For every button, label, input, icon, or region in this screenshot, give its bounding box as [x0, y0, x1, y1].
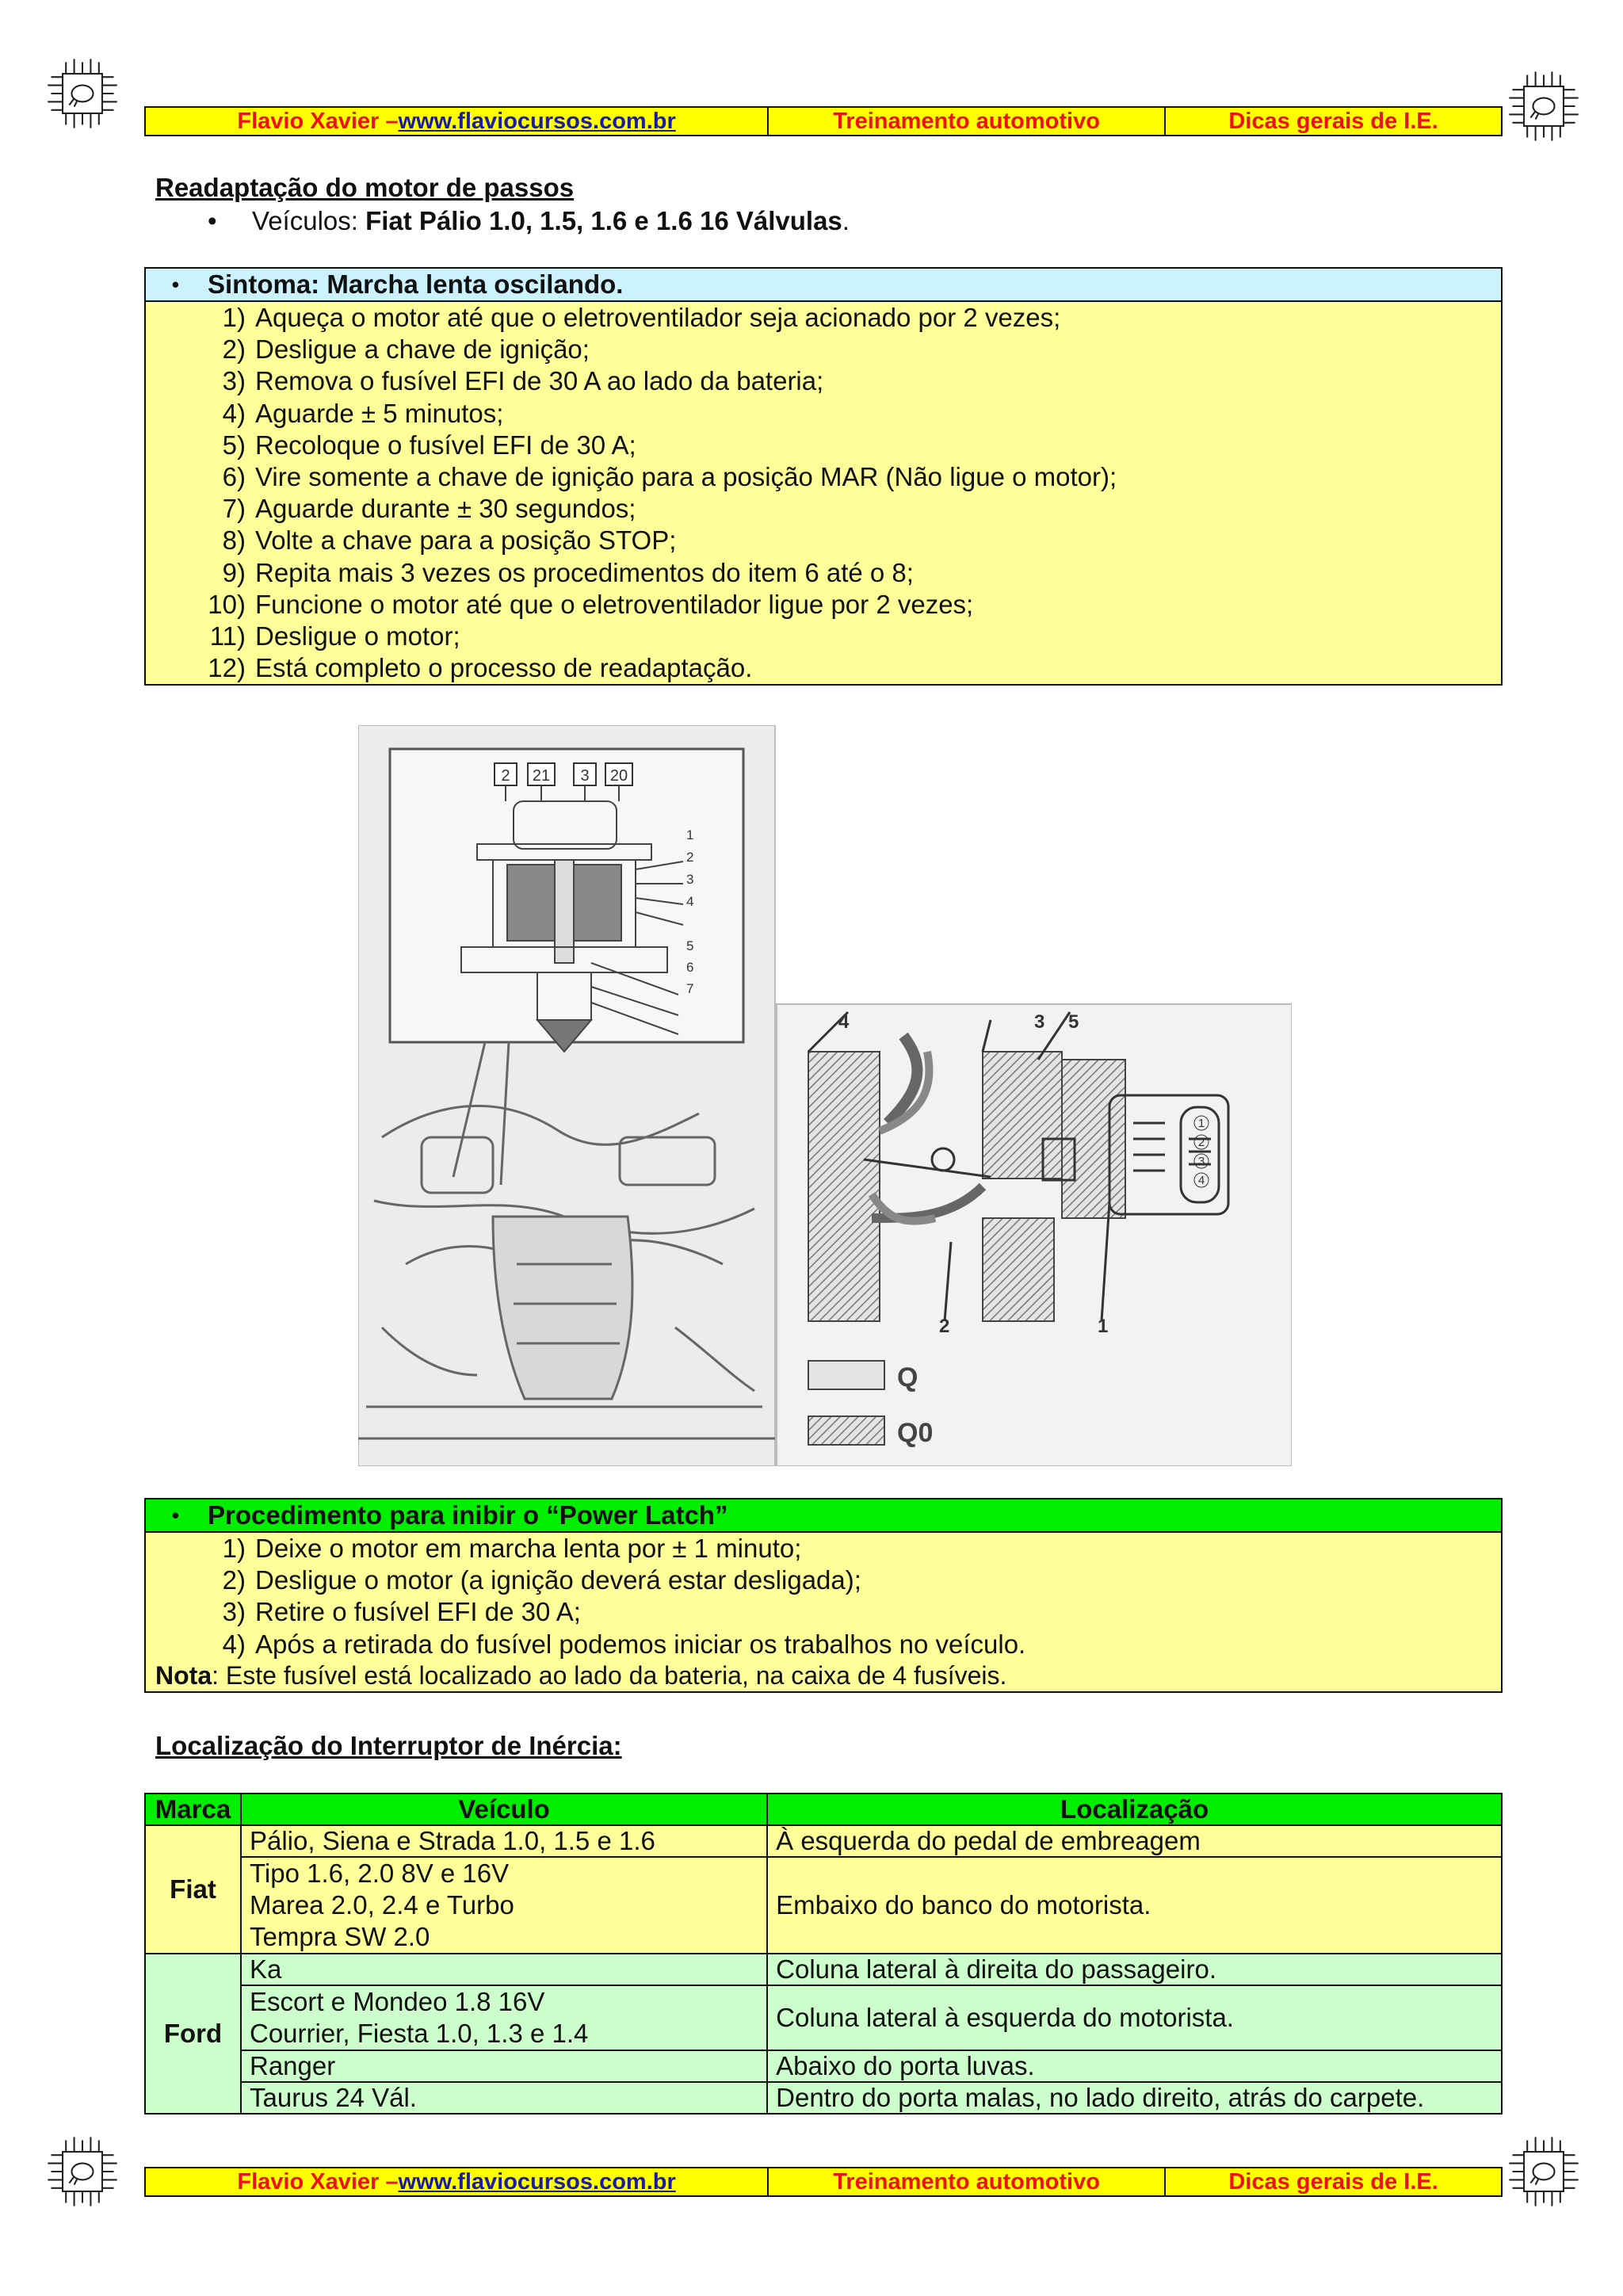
step-number: 1) — [222, 303, 246, 333]
airflow-cross-section — [777, 1004, 1292, 1466]
pin-label: 3 — [580, 767, 590, 785]
step-item — [146, 525, 1501, 556]
page-footer — [144, 2167, 1503, 2197]
connector-pin-label: 4 — [1197, 1174, 1205, 1187]
symptom-steps — [146, 302, 1501, 684]
inertia-switch-table — [144, 1793, 1503, 2115]
vehicles-end: . — [842, 206, 850, 235]
vehicles-line — [252, 206, 850, 236]
step-item — [146, 557, 1501, 589]
header-topic: Dicas gerais de I.E. — [1228, 108, 1438, 134]
step-item — [146, 430, 1501, 461]
step-number: 9) — [222, 557, 246, 587]
step-number: 5) — [222, 430, 246, 460]
vehicle-cell: Ranger — [241, 2050, 767, 2082]
bullet-icon: • — [171, 272, 179, 296]
step-item — [146, 652, 1501, 684]
vehicle-cell — [241, 1857, 767, 1954]
step-number: 4) — [222, 1629, 246, 1659]
step-item — [146, 302, 1501, 334]
step-item — [146, 398, 1501, 430]
vehicle-line: Escort e Mondeo 1.8 16V — [249, 1987, 545, 2016]
step-text: Aguarde ± 5 minutos; — [255, 398, 504, 428]
author-name: Flavio Xavier – — [237, 2168, 399, 2195]
step-number: 11) — [209, 621, 246, 651]
vehicles-value: Fiat Pálio 1.0, 1.5, 1.6 e 1.6 16 Válvulas — [365, 206, 842, 235]
site-link[interactable]: www.flaviocursos.com.br — [398, 2168, 676, 2195]
footer-course: Treinamento automotivo — [769, 2168, 1166, 2195]
step-number: 4) — [222, 398, 246, 428]
part-label: 2 — [686, 850, 694, 865]
table-header-row — [145, 1794, 1502, 1825]
brand-cell-ford: Ford — [145, 1954, 241, 2114]
author-name: Flavio Xavier – — [237, 108, 399, 134]
step-text: Remova o fusível EFI de 30 A ao lado da bateria; — [255, 366, 824, 396]
step-item — [146, 365, 1501, 397]
step-text: Desligue o motor (a ignição deverá estar desligada); — [255, 1565, 861, 1595]
power-latch-header — [146, 1499, 1501, 1533]
idle-stepper-motor-diagram — [358, 725, 1292, 1466]
location-cell: Dentro do porta malas, no lado direito, atrás do carpete. — [767, 2082, 1502, 2114]
footer-author — [146, 2168, 769, 2195]
part-label: 3 — [686, 872, 694, 887]
table-row — [145, 1857, 1502, 1954]
part-label: 5 — [686, 938, 694, 953]
part-label: 2 — [939, 1316, 950, 1337]
step-number: 8) — [222, 525, 246, 556]
vehicles-label: Veículos: — [252, 206, 366, 235]
legend-q: Q — [897, 1362, 918, 1392]
power-latch-title: Procedimento para inibir o “Power Latch” — [208, 1500, 728, 1530]
step-text: Retire o fusível EFI de 30 A; — [255, 1597, 581, 1627]
col-header-brand: Marca — [145, 1794, 241, 1825]
connector-pin-label: 2 — [1197, 1136, 1205, 1149]
vehicle-cell: Ka — [241, 1954, 767, 1985]
vehicle-line: Tempra SW 2.0 — [249, 1922, 430, 1951]
bullet-icon: • — [208, 206, 217, 235]
brand-cell-fiat: Fiat — [145, 1825, 241, 1954]
step-item — [146, 1596, 1501, 1628]
col-header-vehicle: Veículo — [241, 1794, 767, 1825]
part-label: 1 — [1098, 1316, 1109, 1337]
vehicle-line: Marea 2.0, 2.4 e Turbo — [249, 1890, 514, 1920]
chip-logo-icon — [41, 2130, 124, 2213]
connector-pin-label: 1 — [1197, 1117, 1205, 1130]
col-header-location: Localização — [767, 1794, 1502, 1825]
table-row — [145, 2082, 1502, 2114]
part-label: 7 — [686, 981, 694, 996]
table-row — [145, 1954, 1502, 1985]
step-text: Volte a chave para a posição STOP; — [255, 525, 677, 556]
step-number: 12) — [208, 653, 246, 683]
step-number: 3) — [222, 1597, 246, 1627]
step-text: Desligue o motor; — [255, 621, 460, 651]
step-number: 2) — [222, 1565, 246, 1595]
step-item — [146, 621, 1501, 652]
location-cell: À esquerda do pedal de embreagem — [767, 1825, 1502, 1857]
part-label: 4 — [838, 1011, 850, 1033]
note-label: Nota — [155, 1661, 212, 1690]
bullet-icon: • — [171, 1503, 179, 1527]
part-label: 1 — [686, 827, 694, 842]
table-row — [145, 2050, 1502, 2082]
location-cell: Coluna lateral à esquerda do motorista. — [767, 1985, 1502, 2050]
step-item — [146, 1533, 1501, 1564]
chip-logo-icon — [41, 52, 124, 135]
vehicle-cell: Taurus 24 Vál. — [241, 2082, 767, 2114]
vehicle-line: Tipo 1.6, 2.0 8V e 16V — [249, 1859, 510, 1888]
pin-label: 20 — [609, 767, 628, 785]
note-text: : Este fusível está localizado ao lado da bateria, na caixa de 4 fusíveis. — [212, 1661, 1007, 1690]
vehicle-cell: Pálio, Siena e Strada 1.0, 1.5 e 1.6 — [241, 1825, 767, 1857]
step-item — [146, 493, 1501, 525]
chip-logo-icon — [1503, 65, 1585, 147]
step-number: 6) — [222, 462, 246, 492]
step-item — [146, 461, 1501, 493]
vehicle-cell — [241, 1985, 767, 2050]
section-title-stepper: Readaptação do motor de passos — [155, 173, 575, 202]
engine-bay-illustration — [358, 725, 775, 1466]
step-text: Após a retirada do fusível podemos iniciar os trabalhos no veículo. — [255, 1629, 1026, 1659]
part-label: 6 — [686, 960, 694, 975]
step-number: 10) — [208, 589, 246, 619]
connector-pin-label: 3 — [1197, 1155, 1205, 1168]
location-cell: Coluna lateral à direita do passageiro. — [767, 1954, 1502, 1985]
chip-logo-icon — [1503, 2130, 1585, 2213]
step-item — [146, 1629, 1501, 1660]
step-text: Repita mais 3 vezes os procedimentos do item 6 até o 8; — [255, 557, 914, 587]
part-label: 5 — [1068, 1011, 1079, 1033]
step-text: Aguarde durante ± 30 segundos; — [255, 494, 636, 524]
vehicle-line: Courrier, Fiesta 1.0, 1.3 e 1.4 — [249, 2019, 589, 2048]
symptom-header — [146, 269, 1501, 302]
step-text: Funcione o motor até que o eletroventilador ligue por 2 vezes; — [255, 589, 974, 619]
section-title-inertia: Localização do Interruptor de Inércia: — [155, 1731, 622, 1760]
step-item — [146, 334, 1501, 365]
symptom-title: Sintoma: Marcha lenta oscilando. — [208, 269, 624, 299]
power-latch-steps — [146, 1533, 1501, 1660]
site-link[interactable]: www.flaviocursos.com.br — [398, 108, 676, 134]
table-row — [145, 1825, 1502, 1857]
legend-q0: Q0 — [897, 1418, 934, 1448]
step-text: Está completo o processo de readaptação. — [255, 653, 753, 683]
pin-label: 21 — [532, 767, 551, 785]
step-number: 1) — [222, 1534, 246, 1564]
step-number: 2) — [222, 334, 246, 365]
table-row — [145, 1985, 1502, 2050]
step-item — [146, 1564, 1501, 1596]
step-text: Aqueça o motor até que o eletroventilador seja acionado por 2 vezes; — [255, 303, 1061, 333]
step-text: Vire somente a chave de ignição para a posição MAR (Não ligue o motor); — [255, 462, 1117, 492]
header-course: Treinamento automotivo — [769, 108, 1166, 135]
fuse-note — [146, 1660, 1501, 1692]
location-cell: Abaixo do porta luvas. — [767, 2050, 1502, 2082]
part-label: 4 — [686, 894, 694, 909]
symptom-box — [144, 267, 1503, 686]
step-text: Desligue a chave de ignição; — [255, 334, 590, 365]
header-author — [146, 108, 769, 135]
part-label: 3 — [1034, 1011, 1045, 1033]
footer-topic: Dicas gerais de I.E. — [1228, 2168, 1438, 2195]
pin-label: 2 — [501, 767, 510, 785]
step-number: 7) — [222, 494, 246, 524]
step-item — [146, 589, 1501, 621]
step-text: Deixe o motor em marcha lenta por ± 1 minuto; — [255, 1534, 802, 1564]
page-header — [144, 106, 1503, 136]
step-text: Recoloque o fusível EFI de 30 A; — [255, 430, 636, 460]
power-latch-box — [144, 1498, 1503, 1693]
step-number: 3) — [222, 366, 246, 396]
location-cell: Embaixo do banco do motorista. — [767, 1857, 1502, 1954]
